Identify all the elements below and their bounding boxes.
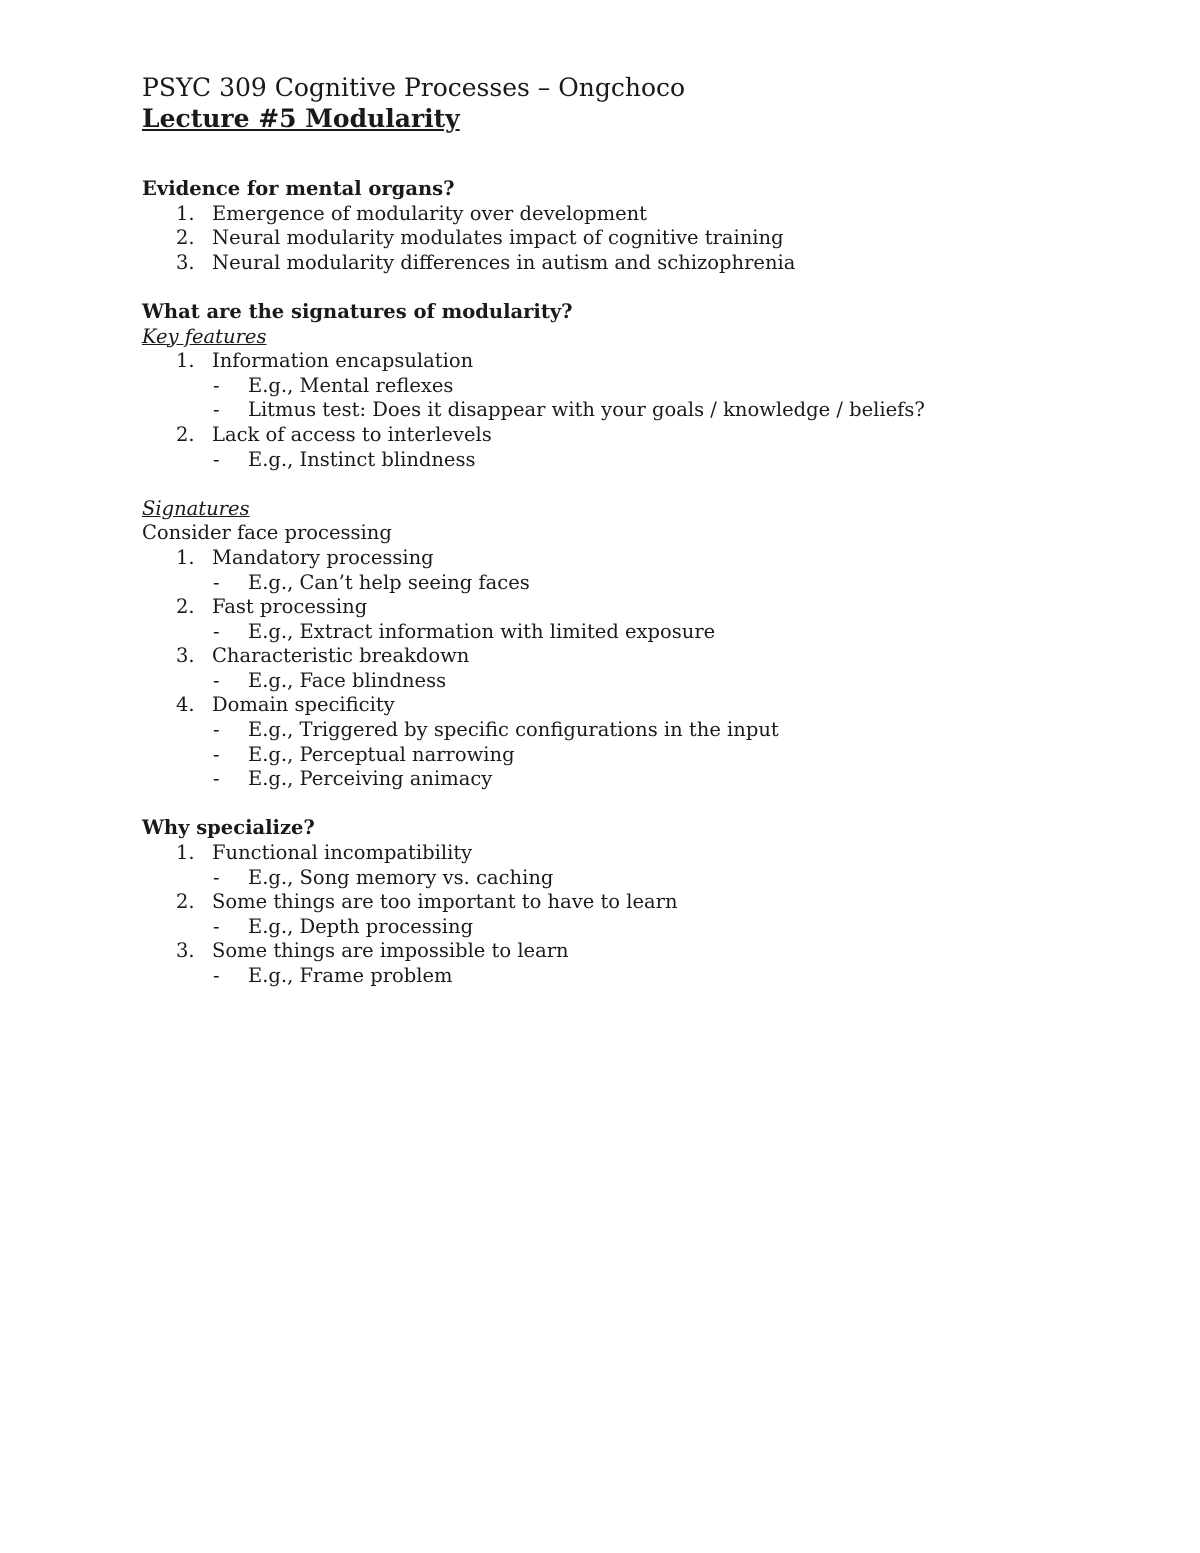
list-item-text: Mandatory processing: [212, 545, 434, 569]
course-title: PSYC 309 Cognitive Processes – Ongchoco: [142, 73, 686, 102]
sub-list-item: [142, 448, 1142, 473]
list-item-text: Domain specificity: [212, 693, 395, 717]
sub-list-item-text: E.g., Song memory vs. caching: [248, 865, 554, 889]
list-item: [142, 251, 1142, 276]
sub-list-item: [142, 718, 1142, 743]
list-item: [142, 423, 1142, 448]
section-heading-specialize: Why specialize?: [142, 816, 315, 840]
list-item: [142, 890, 1142, 915]
list-item: [142, 349, 1142, 374]
list-item-text: Some things are impossible to learn: [212, 939, 569, 963]
section-heading-signatures: What are the signatures of modularity?: [142, 299, 573, 323]
intro-text: Consider face processing: [142, 521, 392, 545]
list-item: [142, 644, 1142, 669]
sub-list-item-text: E.g., Perceiving animacy: [248, 767, 493, 791]
dash-bullet: -: [213, 398, 220, 422]
sub-list-item-text: E.g., Face blindness: [248, 668, 447, 692]
dash-bullet: -: [213, 767, 220, 791]
sub-list-item: [142, 398, 1142, 423]
list-number: 3.: [176, 644, 195, 668]
list-item-text: Neural modularity differences in autism and schizophrenia: [212, 250, 796, 274]
list-number: 2.: [176, 890, 195, 914]
list-item-text: Neural modularity modulates impact of cognitive training: [212, 226, 784, 250]
sub-list-item-text: E.g., Can’t help seeing faces: [248, 570, 530, 594]
list-item-text: Lack of access to interlevels: [212, 422, 492, 446]
list-number: 2.: [176, 226, 195, 250]
dash-bullet: -: [213, 718, 220, 742]
subheading-key-features: Key features: [142, 324, 267, 348]
dash-bullet: -: [213, 447, 220, 471]
list-number: 2.: [176, 595, 195, 619]
sub-list-item: [142, 964, 1142, 989]
list-item: [142, 693, 1142, 718]
document-page: [142, 72, 1142, 989]
sub-list-item: [142, 743, 1142, 768]
list-item: [142, 595, 1142, 620]
list-item-text: Characteristic breakdown: [212, 644, 470, 668]
dash-bullet: -: [213, 865, 220, 889]
list-item-text: Some things are too important to have to learn: [212, 890, 678, 914]
list-item-text: Fast processing: [212, 595, 368, 619]
sub-list-item: [142, 767, 1142, 792]
list-item: [142, 202, 1142, 227]
dash-bullet: -: [213, 373, 220, 397]
list-item: [142, 939, 1142, 964]
list-item-text: Functional incompatibility: [212, 841, 473, 865]
dash-bullet: -: [213, 964, 220, 987]
dash-bullet: -: [213, 668, 220, 692]
list-number: 1.: [176, 201, 195, 225]
list-number: 3.: [176, 250, 195, 274]
list-item: [142, 226, 1142, 251]
subheading-signatures: Signatures: [142, 496, 250, 520]
sub-list-item: [142, 620, 1142, 645]
lecture-title: Lecture #5 Modularity: [142, 104, 460, 133]
sub-list-item-text: Litmus test: Does it disappear with your goals / knowledge / beliefs?: [248, 398, 925, 422]
dash-bullet: -: [213, 742, 220, 766]
sub-list-item-text: E.g., Mental reflexes: [248, 373, 454, 397]
list-number: 1.: [176, 349, 195, 373]
sub-list-item-text: E.g., Extract information with limited exposure: [248, 619, 716, 643]
sub-list-item: [142, 669, 1142, 694]
sub-list-item-text: E.g., Frame problem: [248, 964, 453, 987]
list-number: 4.: [176, 693, 195, 717]
sub-list-item: [142, 866, 1142, 891]
list-item: [142, 546, 1142, 571]
list-number: 3.: [176, 939, 195, 963]
sub-list-item-text: E.g., Perceptual narrowing: [248, 742, 515, 766]
section-heading-evidence: Evidence for mental organs?: [142, 177, 455, 200]
sub-list-item-text: E.g., Depth processing: [248, 914, 474, 938]
sub-list-item: [142, 374, 1142, 399]
list-item-text: Emergence of modularity over development: [212, 201, 648, 225]
sub-list-item: [142, 571, 1142, 596]
list-item: [142, 841, 1142, 866]
sub-list-item-text: E.g., Instinct blindness: [248, 447, 476, 471]
dash-bullet: -: [213, 914, 220, 938]
list-number: 2.: [176, 422, 195, 446]
sub-list-item-text: E.g., Triggered by specific configurations in the input: [248, 718, 779, 742]
sub-list-item: [142, 915, 1142, 940]
list-number: 1.: [176, 545, 195, 569]
list-item-text: Information encapsulation: [212, 349, 474, 373]
list-number: 1.: [176, 841, 195, 865]
dash-bullet: -: [213, 570, 220, 594]
dash-bullet: -: [213, 619, 220, 643]
